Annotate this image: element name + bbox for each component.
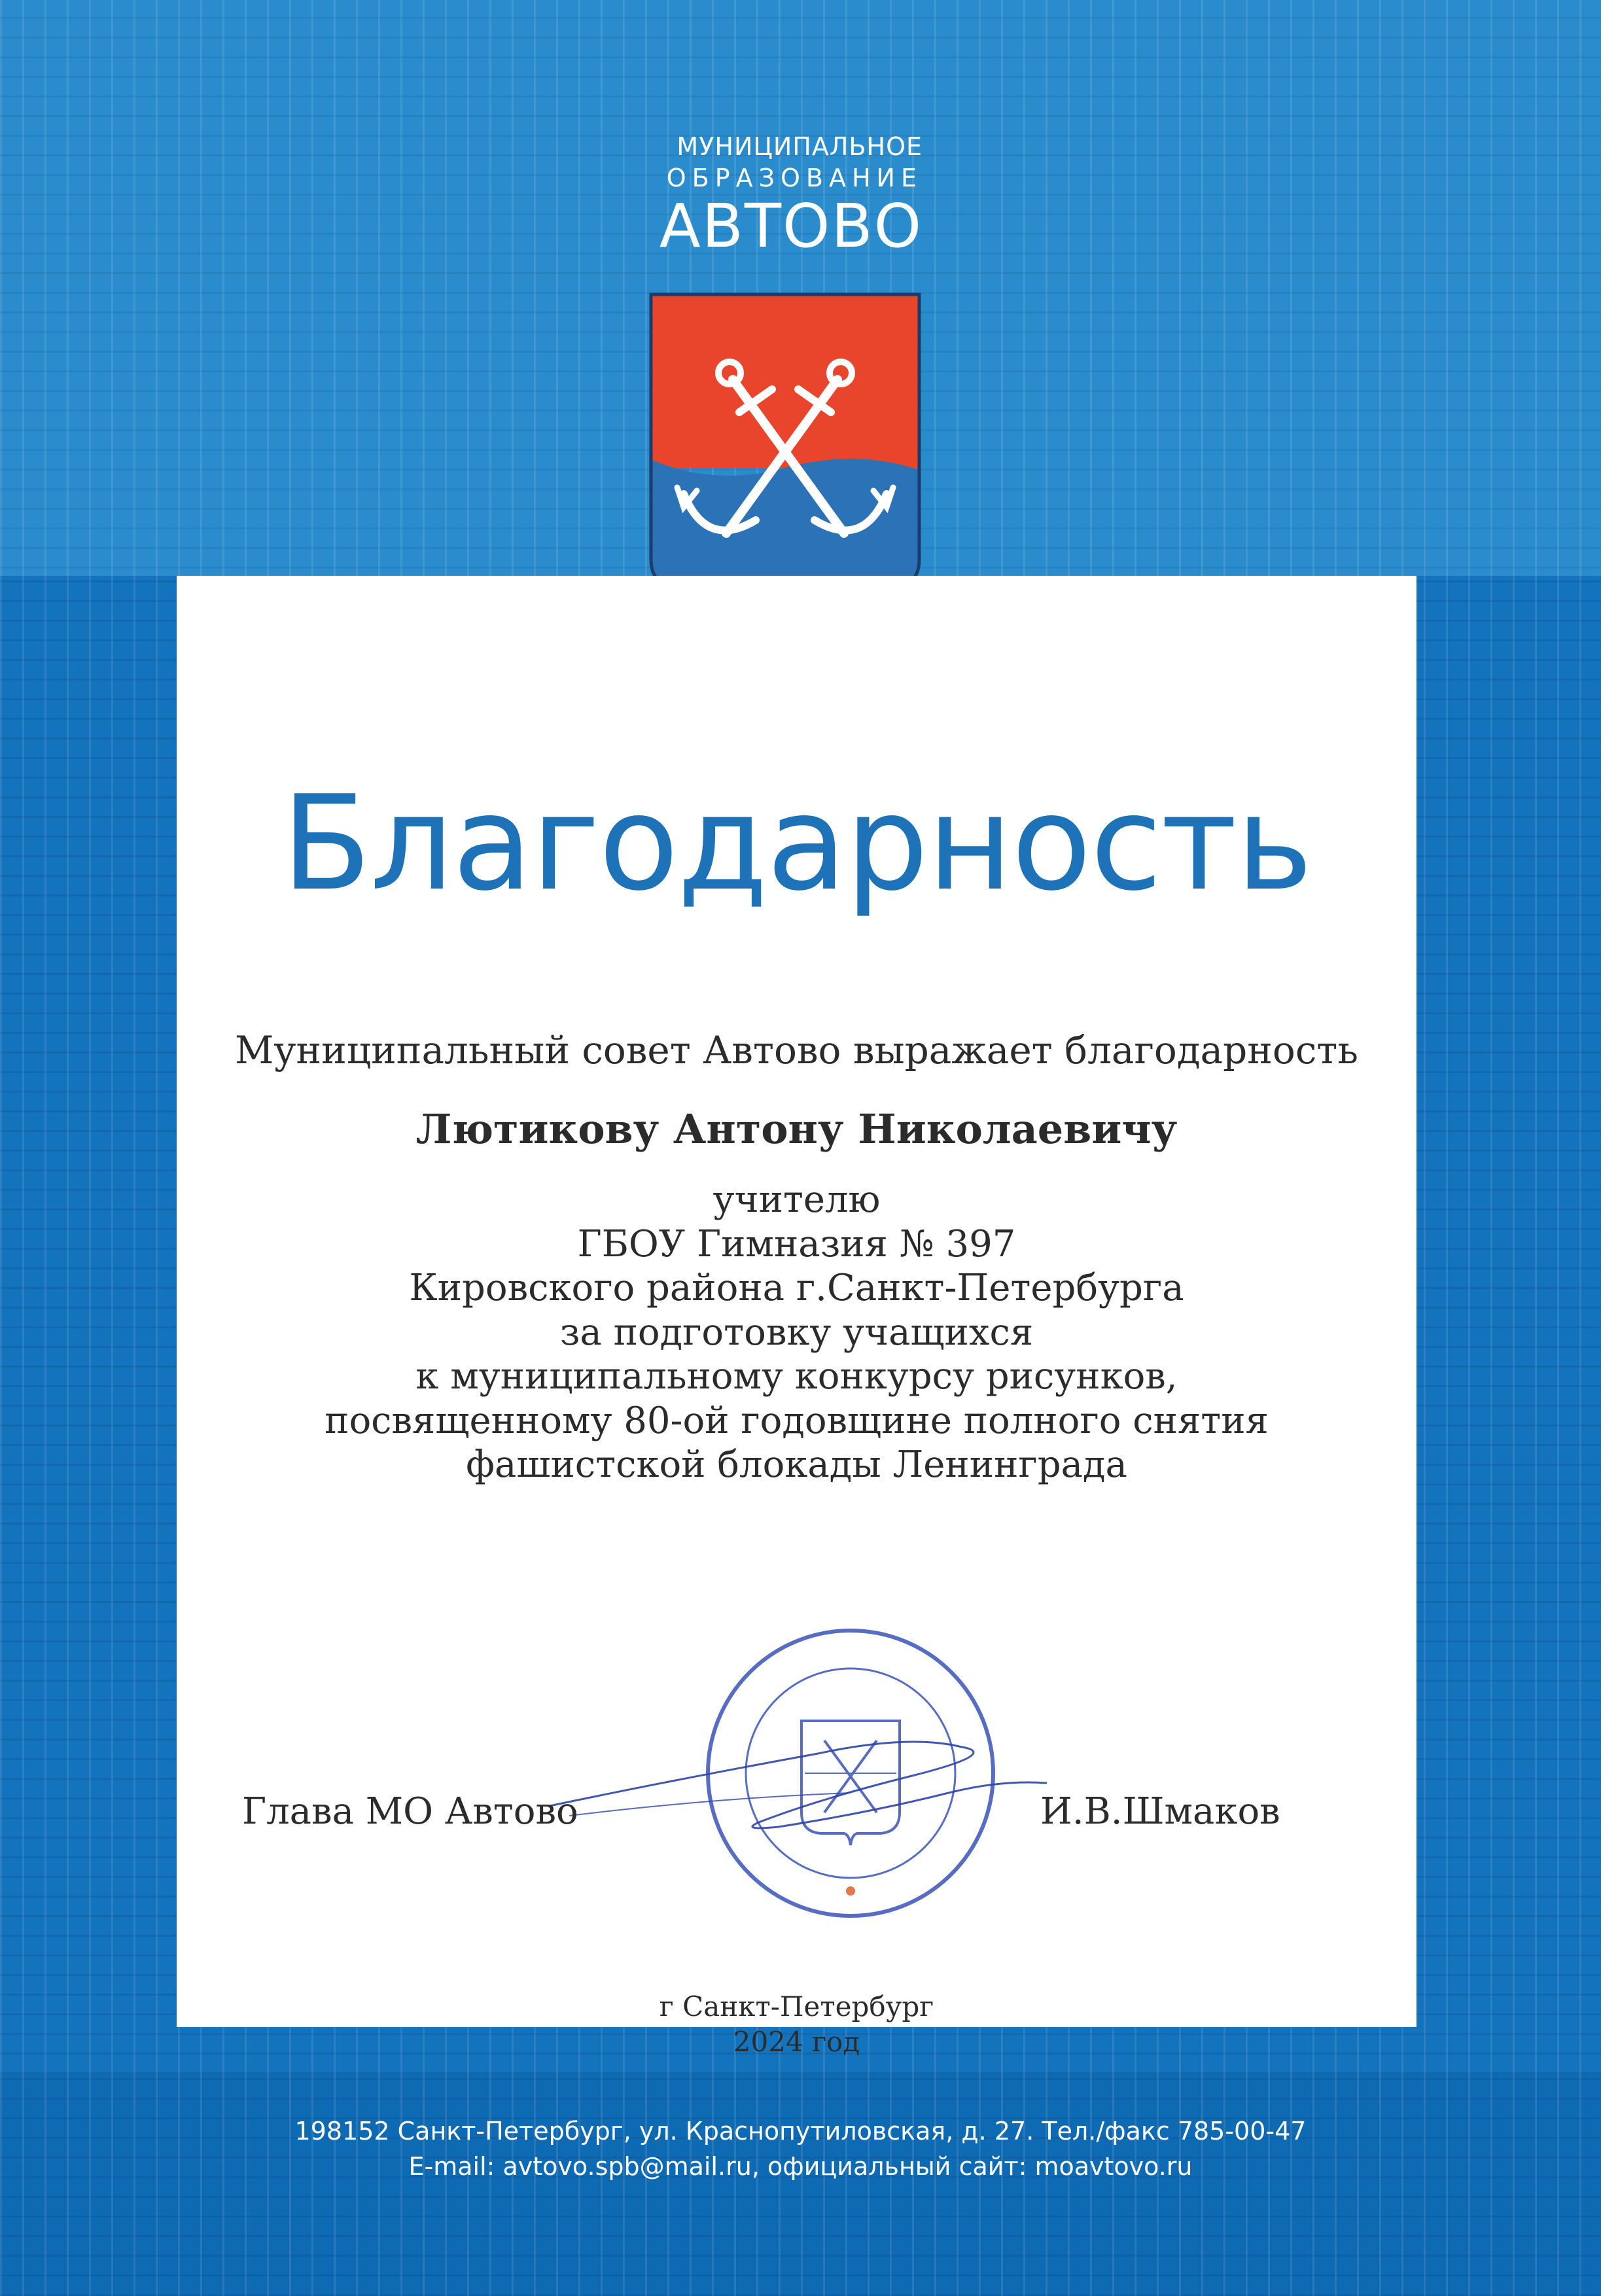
- issue-year: 2024 год: [733, 2026, 860, 2058]
- certificate-paper: [177, 576, 1416, 2058]
- footer-band: [0, 2074, 1601, 2296]
- recipient-name: Лютикову Антону Николаевичу: [415, 1105, 1178, 1153]
- signatory-position: Глава МО Автово: [242, 1790, 578, 1833]
- header-line-3: АВТОВО: [659, 191, 923, 261]
- citation-text: [177, 1178, 1416, 1487]
- footer-address: 198152 Санкт-Петербург, ул. Краснопутиловская, д. 27. Тел./факс 785-00-47: [294, 2117, 1307, 2146]
- municipality-header: [648, 131, 923, 259]
- citation-line: за подготовку учащихся: [559, 1311, 1034, 1354]
- header-line-1: МУНИЦИПАЛЬНОЕ: [677, 132, 923, 161]
- footer-email-site: E-mail: avtovo.spb@mail.ru, официальный сайт: moavtovo.ru: [408, 2152, 1193, 2181]
- header-line-2: ОБРАЗОВАНИЕ: [666, 164, 923, 192]
- footer-contacts: [0, 2113, 1601, 2184]
- citation-line: посвященному 80-ой годовщине полного снятия: [325, 1399, 1269, 1442]
- signatory-name: И.В.Шмаков: [1040, 1790, 1280, 1833]
- handwritten-signature: [543, 1714, 1053, 1871]
- citation-line: Кировского района г.Санкт-Петербурга: [409, 1267, 1184, 1309]
- intro-text: Муниципальный совет Автово выражает благодарность: [235, 1028, 1358, 1072]
- citation-line: учителю: [713, 1178, 881, 1221]
- citation-line: ГБОУ Гимназия № 397: [577, 1222, 1016, 1265]
- issue-city: г Санкт-Петербург: [659, 1990, 934, 2022]
- coat-of-arms: [648, 291, 923, 618]
- citation-line: фашистской блокады Ленинграда: [466, 1443, 1127, 1486]
- certificate-title: Благодарность: [281, 768, 1312, 920]
- citation-line: к муниципальному конкурсу рисунков,: [415, 1355, 1178, 1398]
